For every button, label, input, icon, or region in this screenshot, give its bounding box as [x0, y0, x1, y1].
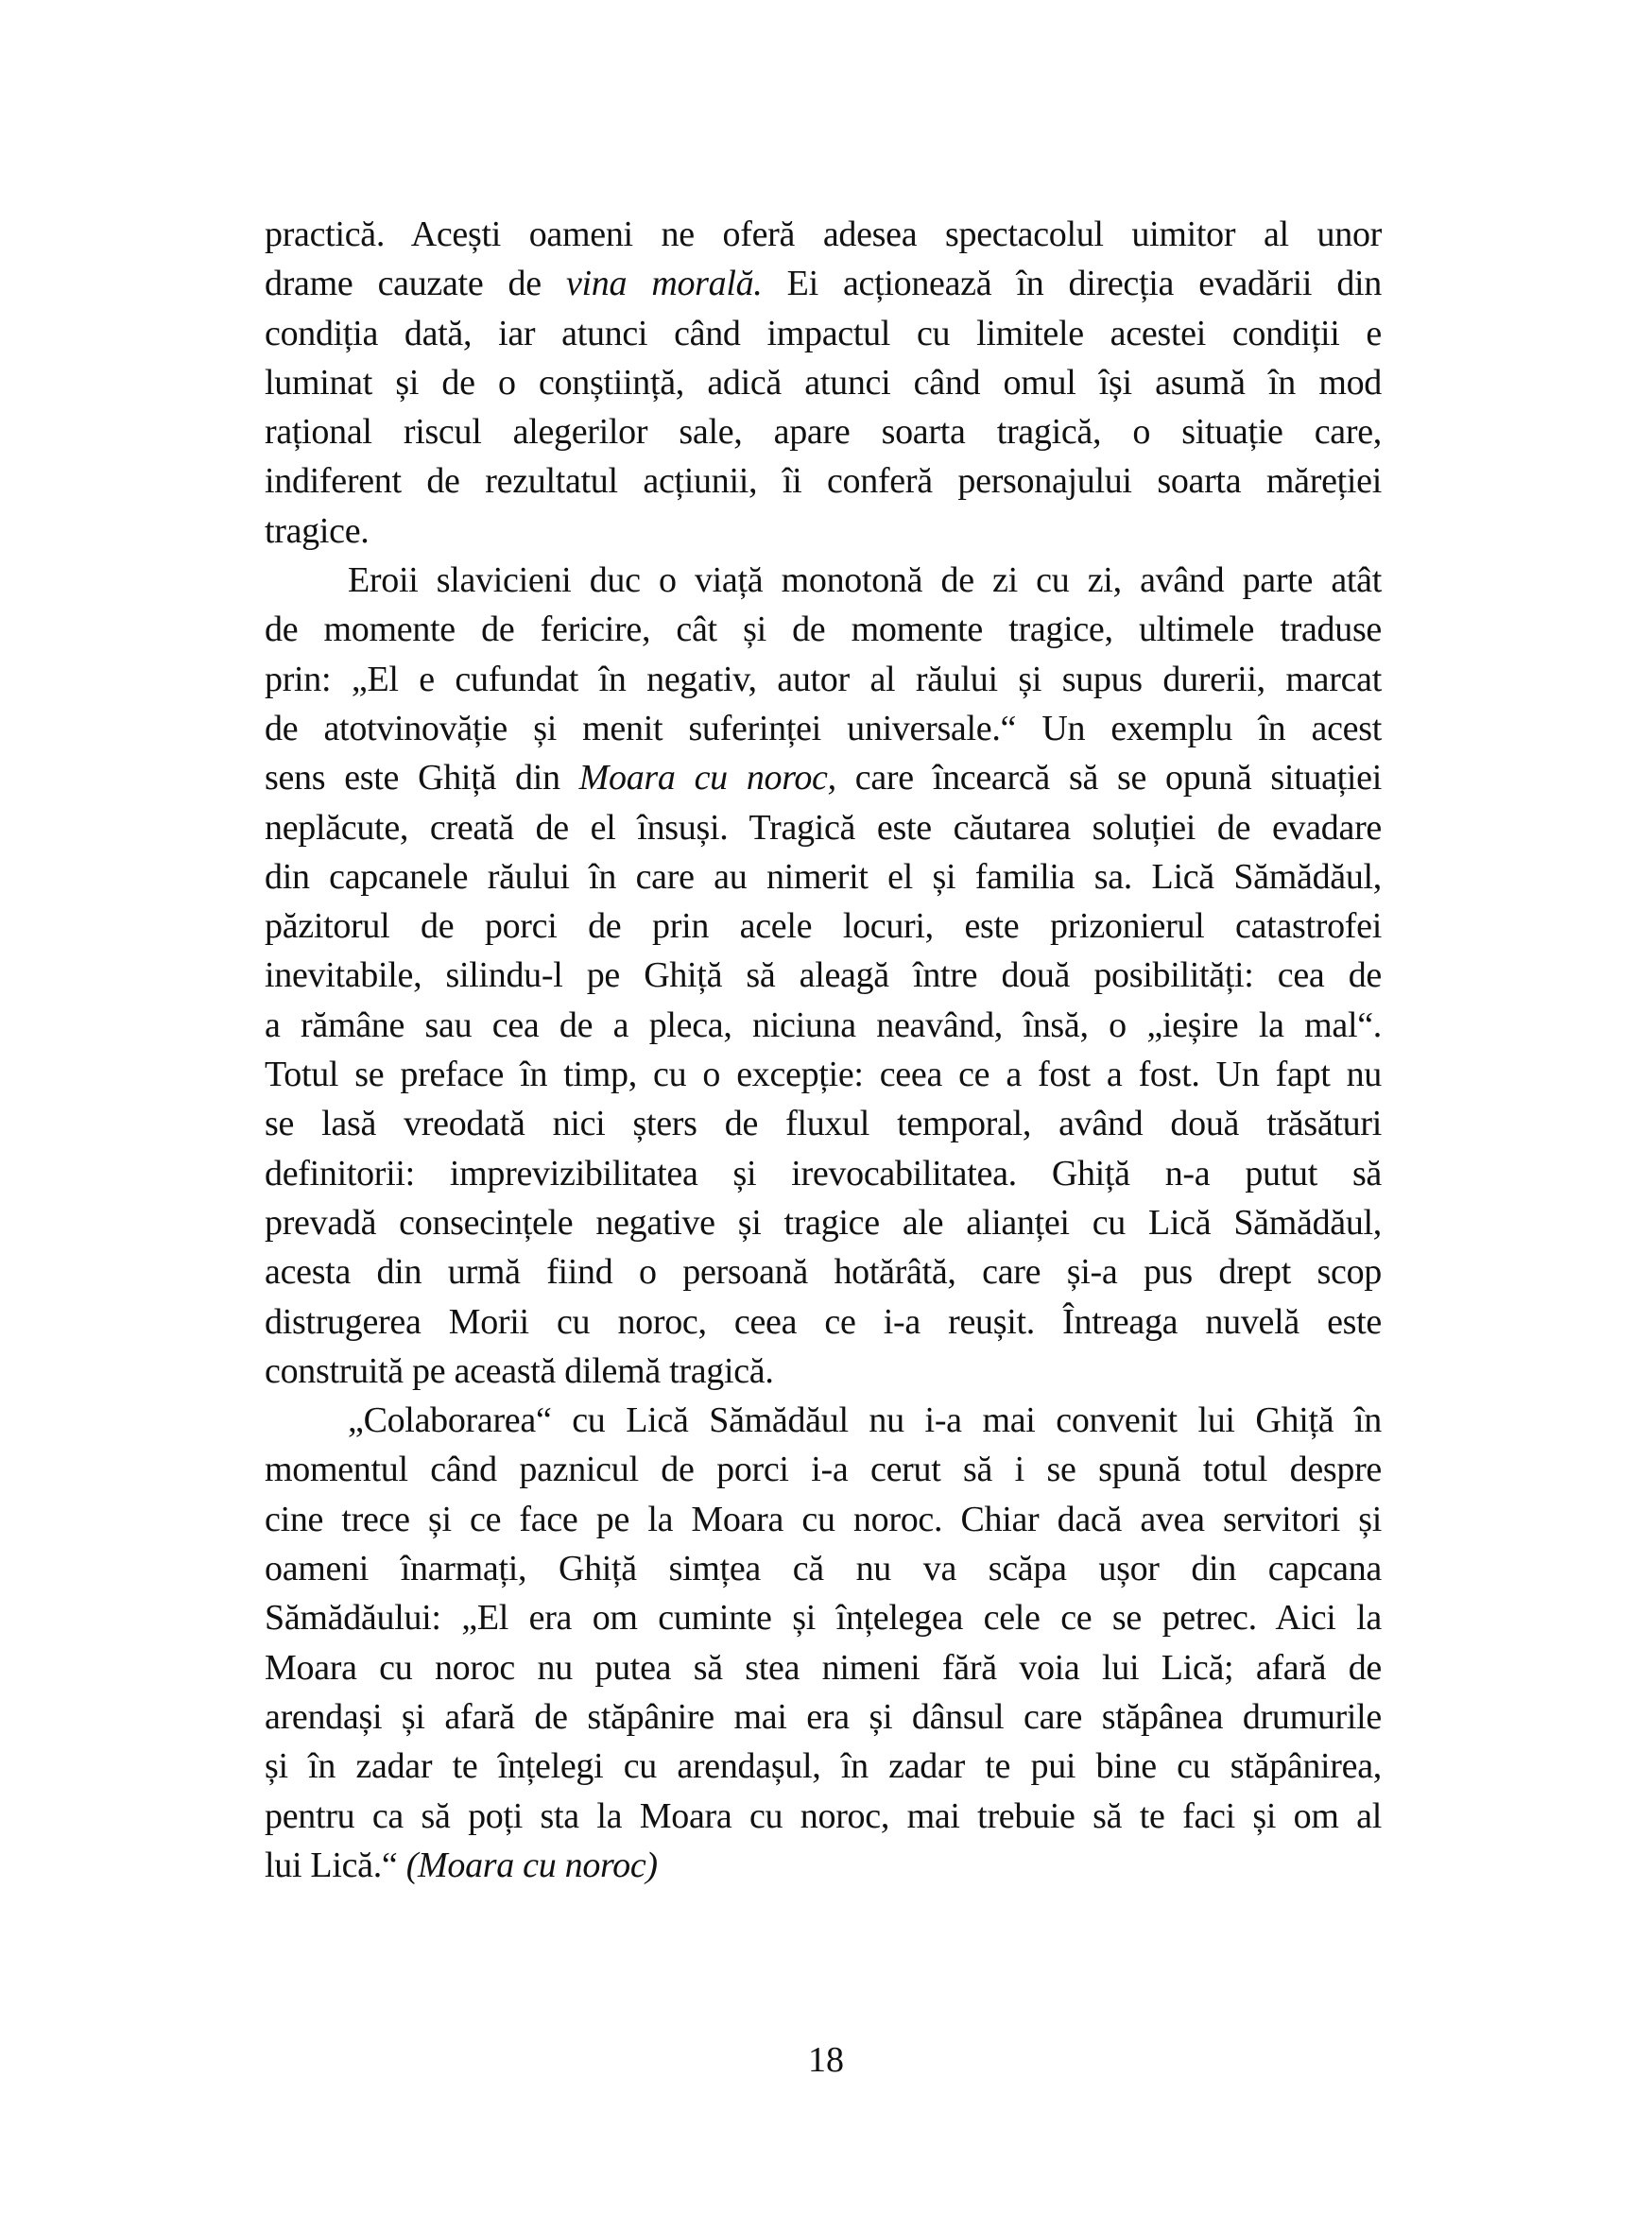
text-line — [265, 210, 1382, 259]
text-run: Eroii slavicieni duc o viață monotonă de zi cu zi, având parte atât — [348, 560, 1382, 601]
text-line — [265, 704, 1382, 753]
text-run: Moara cu noroc nu putea să stea nimeni fără voia lui Lică; afară de — [265, 1647, 1382, 1688]
text-line — [265, 951, 1382, 1000]
text-run: prin: „El e cufundat în negativ, autor al răului și supus durerii, marcat — [265, 659, 1382, 699]
text-line — [265, 1544, 1382, 1593]
text-line — [265, 1643, 1382, 1692]
text-line — [265, 1742, 1382, 1791]
text-line — [265, 605, 1382, 654]
text-line — [265, 1297, 1382, 1347]
paragraph — [265, 556, 1382, 1396]
text-line — [265, 506, 1382, 556]
paragraph — [265, 210, 1382, 556]
text-line — [265, 1001, 1382, 1050]
text-run: oameni înarmați, Ghiță simțea că nu va scăpa ușor din capcana — [265, 1549, 1382, 1589]
text-line — [265, 556, 1382, 605]
text-run: arendași și afară de stăpânire mai era și dânsul care stăpânea drumurile — [265, 1696, 1382, 1737]
text-run: prevadă consecințele negative și tragice ale alianței cu Lică Sămădăul, — [265, 1202, 1382, 1243]
text-run: rațional riscul alegerilor sale, apare soarta tragică, o situație care, — [265, 412, 1382, 453]
text-line — [265, 1841, 1382, 1890]
body-text — [265, 210, 1382, 1890]
paragraph — [265, 1396, 1382, 1890]
text-run: momentul când paznicul de porci i-a cerut să i se spună totul despre — [265, 1450, 1382, 1490]
text-line — [265, 655, 1382, 704]
text-run: Ei acționează în direcția evadării din — [762, 264, 1382, 304]
text-run: Totul se preface în timp, cu o excepție: ceea ce a fost a fost. Un fapt nu — [265, 1055, 1382, 1095]
text-run: definitorii: imprevizibilitatea și irevocabilitatea. Ghiță n-a putut să — [265, 1153, 1382, 1193]
text-run: sens este Ghiță din — [265, 758, 579, 798]
text-run: distrugerea Morii cu noroc, ceea ce i-a reușit. Întreaga nuvelă este — [265, 1301, 1382, 1342]
text-line — [265, 753, 1382, 802]
text-line — [265, 1495, 1382, 1544]
text-run: se lasă vreodată nici șters de fluxul temporal, având două trăsături — [265, 1104, 1382, 1144]
text-run: inevitabile, silindu-l pe Ghiță să aleagă între două posibilități: cea de — [265, 955, 1382, 996]
italic-text: vina morală. — [565, 264, 763, 304]
text-run: tragice. — [265, 510, 370, 551]
text-line — [265, 259, 1382, 308]
text-line — [265, 852, 1382, 901]
text-run: cine trece și ce face pe la Moara cu noroc. Chiar dacă avea servitori și — [265, 1499, 1382, 1539]
text-line — [265, 407, 1382, 456]
text-run: construită pe această dilemă tragică. — [265, 1350, 774, 1391]
text-line — [265, 309, 1382, 358]
text-run: lui Lică.“ — [265, 1845, 406, 1885]
text-line — [265, 1792, 1382, 1841]
page-number: 18 — [808, 2040, 844, 2080]
text-run: Sămădăului: „El era om cuminte și înțelegea cele ce se petrec. Aici la — [265, 1598, 1382, 1639]
text-run: drame cauzate de — [265, 264, 566, 304]
text-run: și în zadar te înțelegi cu arendașul, în zadar te pui bine cu stăpânirea, — [265, 1746, 1382, 1787]
text-run: acesta din urmă fiind o persoană hotărâtă, care și-a pus drept scop — [265, 1252, 1382, 1293]
text-line — [265, 1593, 1382, 1642]
text-run: practică. Acești oameni ne oferă adesea spectacolul uimitor al unor — [265, 215, 1382, 254]
text-line — [265, 1050, 1382, 1099]
text-line — [265, 358, 1382, 407]
text-run: pentru ca să poți sta la Moara cu noroc, mai trebuie să te faci și om al — [265, 1795, 1382, 1836]
text-line — [265, 1247, 1382, 1296]
text-run: neplăcute, creată de el însuși. Tragică este căutarea soluției de evadare — [265, 807, 1382, 848]
text-line — [265, 456, 1382, 506]
text-line — [265, 803, 1382, 852]
text-line — [265, 1396, 1382, 1445]
text-line — [265, 1149, 1382, 1198]
text-line — [265, 1099, 1382, 1148]
text-line — [265, 901, 1382, 951]
text-line — [265, 1347, 1382, 1396]
text-line — [265, 1692, 1382, 1742]
text-run: care încearcă să se opună situației — [835, 758, 1382, 798]
text-run: de momente de fericire, cât și de momente tragice, ultimele traduse — [265, 610, 1382, 650]
italic-text: (Moara cu noroc) — [405, 1845, 658, 1885]
text-run: „Colaborarea“ cu Lică Sămădăul nu i-a mai convenit lui Ghiță în — [348, 1400, 1382, 1441]
text-run: de atotvinovăție și menit suferinței universale.“ Un exemplu în acest — [265, 708, 1382, 748]
text-run: a rămâne sau cea de a pleca, niciuna neavând, însă, o „ieșire la mal“. — [265, 1004, 1382, 1045]
text-run: indiferent de rezultatul acțiunii, îi conferă personajului soarta măreției — [265, 461, 1382, 502]
text-line — [265, 1198, 1382, 1247]
italic-text: Moara cu noroc, — [578, 758, 836, 798]
text-run: păzitorul de porci de prin acele locuri, este prizonierul catastrofei — [265, 906, 1382, 947]
text-run: condiția dată, iar atunci când impactul cu limitele acestei condiții e — [265, 313, 1382, 353]
text-run: luminat și de o conștiință, adică atunci când omul își asumă în mod — [265, 362, 1382, 403]
text-run: din capcanele răului în care au nimerit el și familia sa. Lică Sămădăul, — [265, 856, 1382, 897]
text-line — [265, 1445, 1382, 1494]
